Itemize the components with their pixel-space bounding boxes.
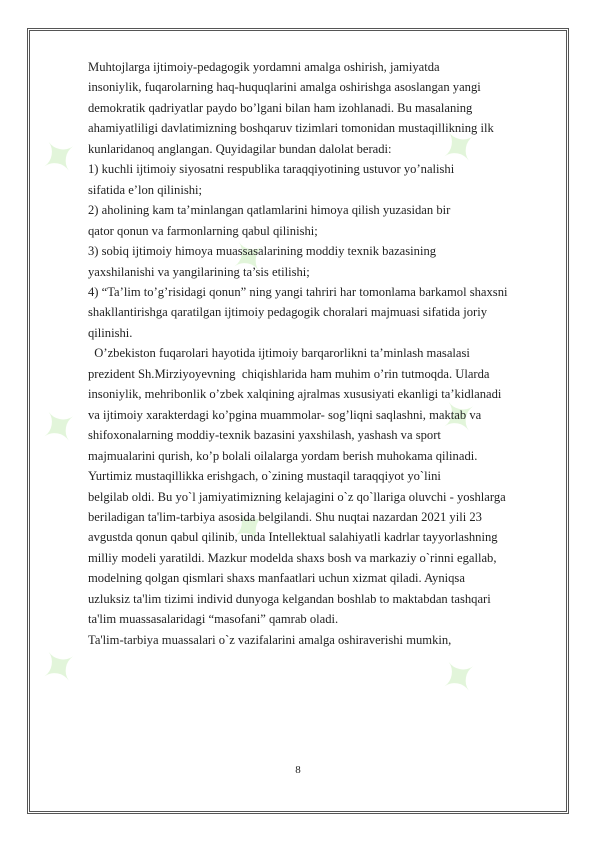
text-line: O’zbekiston fuqarolari hayotida ijtimoiy barqarorlikni ta’minlash masalasi	[88, 346, 470, 361]
watermark-mark: ✦	[427, 643, 491, 711]
list-item-line: 4) “Ta’lim to’g’risidagi qonun” ning yangi tahriri har tomonlama barkamol shaxsni	[88, 284, 508, 299]
watermark-mark: ✦	[427, 383, 491, 451]
text-line: demokratik qadriyatlar paydo bo’lgani bilan ham izohlanadi. Bu masalaning	[88, 100, 473, 115]
text-line: Ta'lim-tarbiya muassalari o`z vazifalarini amalga oshiraverishi mumkin,	[88, 632, 452, 647]
watermark-mark: ✦	[27, 633, 91, 701]
list-item-line: qator qonun va farmonlarning qabul qilinishi;	[88, 223, 318, 238]
watermark-mark: ✦	[217, 493, 281, 561]
text-line: va ijtimoiy xarakterdagi ko’pgina muammolar- sog’liqni saqlashni, maktab va	[88, 407, 482, 422]
text-line: uzluksiz ta'lim tizimi individ dunyoga kelgandan boshlab to maktabdan tashqari	[88, 591, 491, 606]
watermark-mark: ✦	[217, 223, 281, 291]
text-line: ta'lim muassasalaridagi “masofani” qamrab oladi.	[88, 612, 339, 627]
text-line: prezident Sh.Mirziyoyevning chiqishlarida ham muhim o’rin tutmoqda. Ularda	[88, 366, 490, 381]
list-item-line: 3) sobiq ijtimoiy himoya muassasalarining moddiy texnik bazasining	[88, 244, 437, 259]
text-line: Yurtimiz mustaqillikka erishgach, o`zining mustaqil taraqqiyot yo`lini	[88, 469, 441, 484]
text-line: avgustda qonun qabul qilinib, unda Intellektual salahiyatli kadrlar tayyorlashning	[88, 530, 498, 545]
page-number: 8	[295, 764, 301, 776]
text-line: milliy modeli yaratildi. Mazkur modelda shaxs bosh va markaziy o`rinni egallab,	[88, 550, 497, 565]
text-line: belgilab oldi. Bu yo`l jamiyatimizning kelajagini o`z qo`llariga oluvchi - yoshlarga	[88, 489, 506, 504]
list-item-line: sifatida e’lon qilinishi;	[88, 182, 203, 197]
text-line: majmualarini qurish, ko’p bolali oilalarga yordam berish muhokama qilinadi.	[88, 448, 478, 463]
text-line: shifoxonalarning moddiy-texnik bazasini yaxshilash, yashash va sport	[88, 428, 441, 443]
watermark-mark: ✦	[27, 123, 91, 191]
document-body	[88, 57, 564, 650]
text-line: ahamiyatliligi davlatimizning boshqaruv tizimlari tomonidan mustaqillikning ilk	[88, 121, 494, 136]
list-item-line: qilinishi.	[88, 325, 133, 340]
text-line: insoniylik, mehribonlik o’zbek xalqining ajralmas xususiyati ekanligi ta’kidlanadi	[88, 387, 502, 402]
text-line: Muhtojlarga ijtimoiy-pedagogik yordamni amalga oshirish, jamiyatda	[88, 60, 440, 74]
text-line: beriladigan ta'lim-tarbiya asosida belgilandi. Shu nuqtai nazardan 2021 yili 23	[88, 509, 482, 524]
watermark-mark: ✦	[427, 113, 491, 181]
text-line: insoniylik, fuqarolarning haq-huquqlarini amalga oshirishga asoslangan yangi	[88, 80, 481, 95]
list-item-line: 2) aholining kam ta’minlangan qatlamlarini himoya qilish yuzasidan bir	[88, 203, 451, 218]
list-item-line: 1) kuchli ijtimoiy siyosatni respublika taraqqiyotining ustuvor yo’nalishi	[88, 162, 455, 177]
list-item-line: shakllantirishga qaratilgan ijtimoiy pedagogik choralari majmuasi sifatida joriy	[88, 305, 488, 320]
text-line: modelning qolgan qismlari shaxs manfaatlari uchun xizmat qiladi. Ayniqsa	[88, 571, 465, 586]
text-line: kunlaridanoq anglangan. Quyidagilar bundan dalolat beradi:	[88, 141, 392, 156]
watermark-mark: ✦	[27, 393, 91, 461]
list-item-line: yaxshilanishi va yangilarining ta’sis etilishi;	[88, 264, 310, 279]
